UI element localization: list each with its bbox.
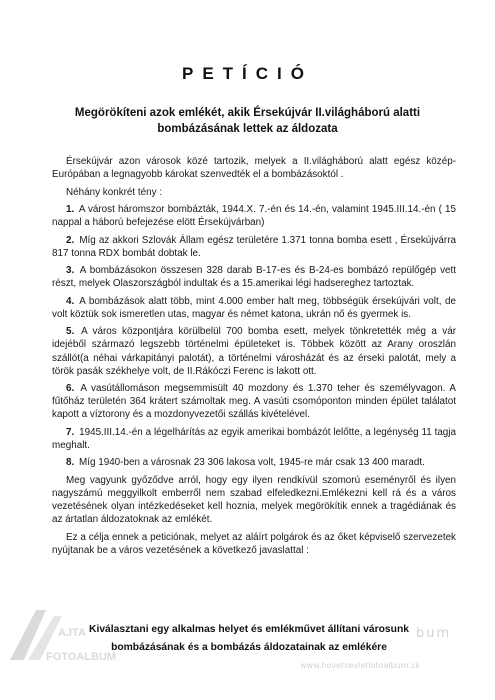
- fact-number: 7.: [66, 426, 75, 438]
- proposal-line-2: bombázásának és a bombázás áldozatainak az emlékére: [111, 642, 387, 653]
- fact-item: [52, 456, 456, 469]
- document-body: [52, 155, 456, 561]
- fact-item: [52, 203, 456, 229]
- purpose-paragraph: Ez a célja ennek a peticiónak, melyet az aláírt polgárok és az őket képviselő szervezetek nyújtanak be a város vezetésének a következő javaslattal :: [52, 531, 456, 556]
- fact-number: 1.: [66, 204, 75, 216]
- proposal-line-1: Kiválasztani egy alkalmas helyet és emlékművet állítani városunk: [89, 624, 409, 635]
- fact-item: [52, 426, 456, 452]
- fact-text: A bombázások alatt több, mint 4.000 ember halt meg, többségük érsekújvári volt, de volt köztük sok ismeretlen utas, magyar és német katona, ukrán nő és gyermek is.: [52, 295, 456, 320]
- fact-text: A bombázásokon összesen 328 darab B-17-es és B-24-es bombázó repülőgép vett részt, melyek Olaszországból indultak és a 15.amerikai légi hadsereghez tartoztak.: [52, 265, 456, 290]
- watermark-url: www.hovetsevletlotoalbum.sk: [300, 661, 420, 670]
- intro-paragraph: Érsekújvár azon városok közé tartozik, melyek a II.világháború alatt egész közép-Európában a legnagyobb károkat szenvedték el a bombázásoktól .: [52, 156, 456, 181]
- fact-item: [52, 325, 456, 377]
- watermark-brand-top: AJTA: [58, 627, 86, 639]
- fact-text: Míg 1940-ben a városnak 23 306 lakosa volt, 1945-re már csak 13 400 maradt.: [79, 457, 425, 469]
- fact-number: 5.: [66, 326, 75, 338]
- fact-number: 4.: [66, 295, 75, 307]
- facts-label: Néhány konkrét tény :: [66, 186, 163, 198]
- fact-number: 2.: [66, 234, 75, 246]
- watermark-brand-bottom: FOTOALBUM: [46, 651, 117, 663]
- fact-text: A vasútállomáson megsemmisült 40 mozdony és 1.370 teher és személyvagon. A fűtőház területén 364 krátert számoltak meg. A vasúti csomóponton minden épület találatot kapott a víztorony és a mozdonyvezetői szállás kivételével.: [52, 383, 457, 421]
- fact-text: A várost háromszor bombázták, 1944.X. 7.-én és 14.-én, valamint 1945.III.14.-én ( 15 nappal a háború befejezése elött Érsekújvárban): [52, 204, 456, 229]
- fact-text: A város központjára körülbelül 700 bomba esett, melyek tönkretették még a vár idejéből származó legszebb történelmi épületeket is. Többek között az Arany oroszlán szállót(a néhai várkapitányi palotát), a történelmi városházát és az érseki palotát, mely a török pasák székhelye volt, de II.Rákóczi Ferenc is lakott ott.: [52, 326, 456, 377]
- fact-item: [52, 295, 456, 321]
- fact-item: [52, 234, 456, 260]
- watermark-logo-icon: [6, 602, 126, 672]
- fact-item: [52, 264, 456, 290]
- fact-item: [52, 382, 456, 421]
- document-title: PETÍCIÓ: [181, 64, 313, 83]
- fact-text: Míg az akkori Szlovák Állam egész területére 1.371 tonna bomba esett , Érsekújvárra 817 tonna RDX bombát dobtak le.: [52, 234, 456, 259]
- conviction-paragraph: Meg vagyunk győződve arról, hogy egy ilyen rendkívül szomorú eseményről és ilyen nagyszámú meggyilkolt emberről nem szabad elfeledkezni.Emlékezni kell rá és a város vezetésének olyan intézkedéseket kell hoznia, melyek megörökítik ennek a tragédiának és az ártatlan áldozatoknak az emlékét.: [52, 474, 456, 526]
- fact-number: 3.: [66, 265, 75, 277]
- watermark-right-text: bum: [416, 626, 452, 641]
- fact-number: 6.: [66, 383, 75, 395]
- fact-text: 1945.III.14.-én a légelhárítás az egyik amerikai bombázót lelőtte, a legénység 11 tagja meghalt.: [52, 426, 456, 451]
- document-subtitle: Megörökíteni azok emlékét, akik Érsekújvár II.világháború alatti bombázásának lettek az áldozata: [74, 107, 421, 135]
- fact-number: 8.: [66, 457, 75, 469]
